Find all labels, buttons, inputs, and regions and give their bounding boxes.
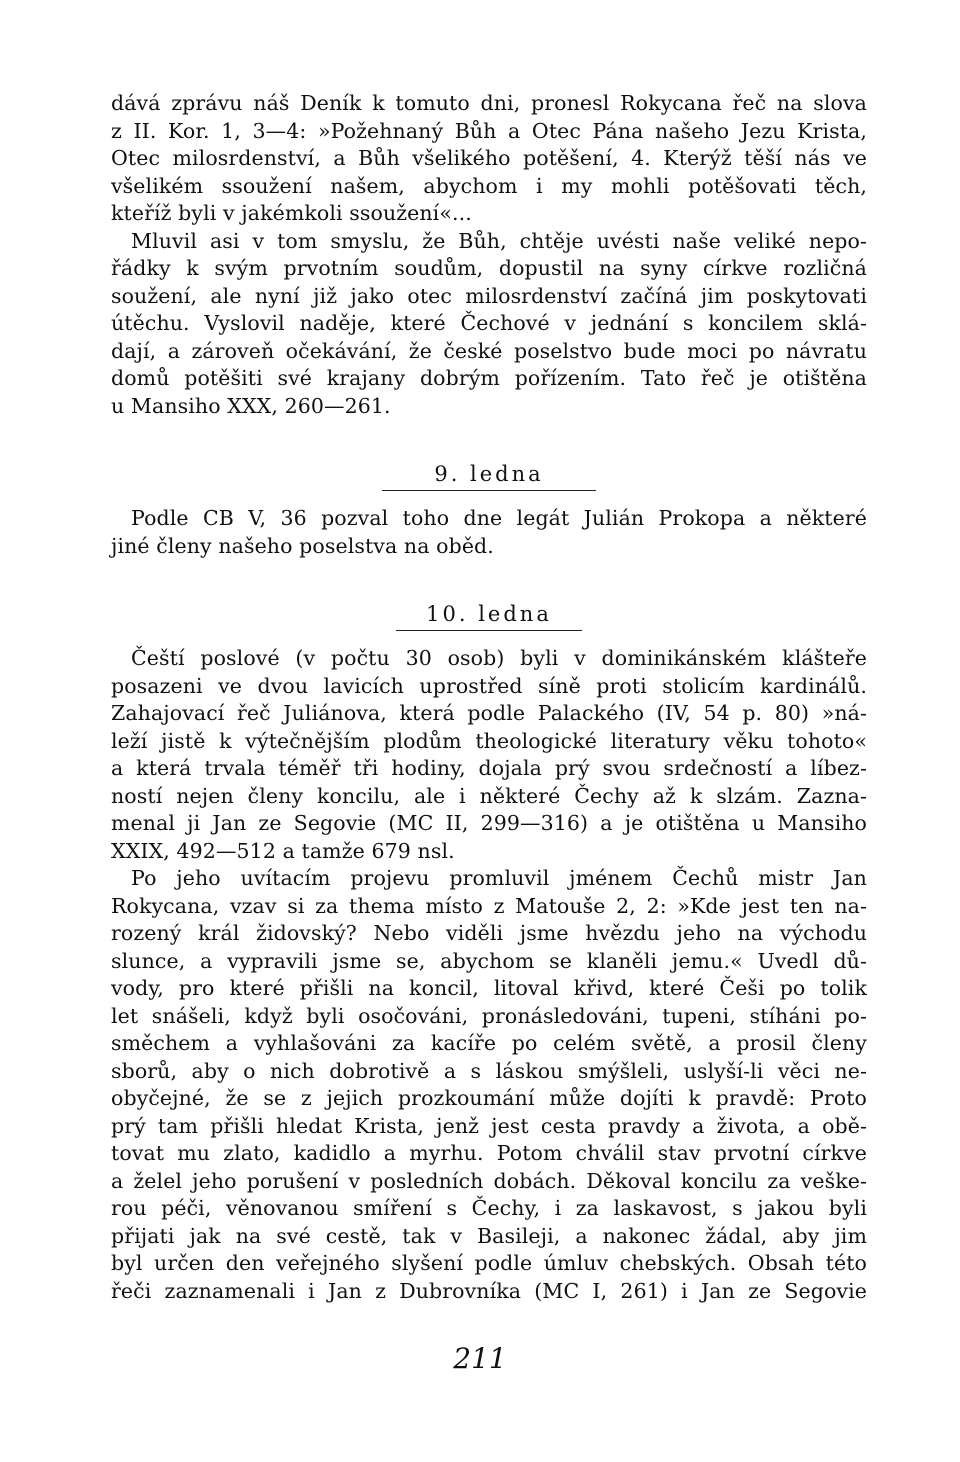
- text-line: útěchu. Vyslovil naděje, které Čechové v jednání s koncilem sklá-: [111, 311, 867, 335]
- page-number: 211: [453, 1342, 507, 1375]
- text-line: prý tam přišli hledat Krista, jenž jest cesta pravdy a života, a obě-: [111, 1113, 867, 1138]
- text-line: a která trvala téměř tři hodiny, dojala prý svou srdečností a líbez-: [111, 756, 867, 780]
- text-line: Otec milosrdenství, a Bůh všelikého potěšení, 4. Kterýž těší nás ve: [111, 146, 867, 170]
- text-line: tovat mu zlato, kadidlo a myrhu. Potom chválil stav prvotní církve: [111, 1141, 867, 1165]
- text-line: rozený král židovský? Nebo viděli jsme hvězdu jeho na východu: [111, 921, 867, 945]
- paragraph: [111, 865, 867, 1305]
- text-line: obyčejné, že se z jejich prozkoumání může dojíti k pravdě: Proto: [111, 1086, 867, 1110]
- paragraph: [111, 505, 867, 560]
- text-line: rou péči, věnovanou smíření s Čechy, i za laskavost, s jakou byli: [111, 1196, 867, 1220]
- date-heading: [111, 600, 867, 631]
- text-line: domů potěšiti své krajany dobrým pořízením. Tato řeč je otištěna: [111, 366, 867, 390]
- text-line: slunce, a vypravili jsme se, abychom se klaněli jemu.« Uvedl dů-: [111, 948, 867, 973]
- text-line: všelikém ssoužení našem, abychom i my mohli potěšovati těch,: [111, 173, 867, 198]
- text-line: Zahajovací řeč Juliánova, která podle Palackého (IV, 54 p. 80) »ná-: [111, 701, 867, 725]
- text-line: a želel jeho porušení v posledních dobách. Děkoval koncilu za veške-: [111, 1168, 867, 1193]
- text-line: jiné členy našeho poselstva na oběd.: [111, 533, 494, 558]
- text-line: dají, a zároveň očekávání, že české poselstvo bude moci po návratu: [111, 338, 867, 363]
- page-body: [111, 90, 867, 1305]
- text-line: menal ji Jan ze Segovie (MC II, 299—316) a je otištěna u Mansiho: [111, 811, 867, 835]
- text-line: Rokycana, vzav si za thema místo z Matouše 2, 2: »Kde jest ten na-: [111, 893, 867, 918]
- paragraph: [111, 228, 867, 421]
- text-line: Podle CB V, 36 pozval toho dne legát Julián Prokopa a některé: [131, 506, 867, 530]
- text-line: Mluvil asi v tom smyslu, že Bůh, chtěje uvésti naše veliké nepo-: [131, 228, 867, 253]
- text-line: Po jeho uvítacím projevu promluvil jménem Čechů mistr Jan: [131, 866, 867, 890]
- heading-rule: [396, 630, 582, 631]
- heading-rule: [382, 490, 596, 491]
- text-line: byl určen den veřejného slyšení podle úmluv chebských. Obsah této: [111, 1251, 867, 1275]
- text-line: řádky k svým prvotním soudům, dopustil na syny církve rozličná: [111, 256, 867, 280]
- text-line: soužení, ale nyní již jako otec milosrdenství začíná jim poskytovati: [111, 283, 867, 308]
- text-line: XXIX, 492—512 a tamže 679 nsl.: [111, 838, 455, 863]
- text-line: řeči zaznamenali i Jan z Dubrovníka (MC I, 261) i Jan ze Segovie: [111, 1278, 867, 1303]
- text-line: vody, pro které přišli na koncil, litoval křivd, které Češi po tolik: [111, 976, 867, 1000]
- text-line: sborů, aby o nich dobrotivě a s láskou smýšleli, uslyší-li věci ne-: [111, 1058, 867, 1083]
- paragraph: [111, 645, 867, 865]
- text-line: Čeští poslové (v počtu 30 osob) byli v dominikánském klášteře: [131, 646, 867, 670]
- text-line: leží jistě k výtečnějším plodům theologické literatury věku tohoto«: [111, 728, 867, 753]
- date-heading-text: 9. ledna: [434, 462, 544, 486]
- date-heading: [111, 460, 867, 491]
- text-line: směchem a vyhlašováni za kacíře po celém světě, a prosil členy: [111, 1031, 867, 1055]
- date-heading-text: 10. ledna: [426, 602, 552, 626]
- text-line: přijati jak na své cestě, tak v Basileji, a nakonec žádal, aby jim: [111, 1223, 867, 1248]
- text-line: z II. Kor. 1, 3—4: »Požehnaný Bůh a Otec Pána našeho Jezu Krista,: [111, 118, 867, 143]
- paragraph: [111, 90, 867, 228]
- text-line: posazeni ve dvou lavicích uprostřed síně proti stolicím kardinálů.: [111, 673, 867, 698]
- text-line: let snášeli, když byli osočováni, pronásledováni, tupeni, stíháni po-: [111, 1003, 867, 1028]
- text-line: dává zprávu náš Deník k tomuto dni, pronesl Rokycana řeč na slova: [111, 91, 867, 115]
- text-line: ností nejen členy koncilu, ale i některé Čechy až k slzám. Zazna-: [111, 783, 867, 808]
- text-line: kteříž byli v jakémkoli ssoužení«...: [111, 201, 472, 225]
- text-line: u Mansiho XXX, 260—261.: [111, 393, 391, 418]
